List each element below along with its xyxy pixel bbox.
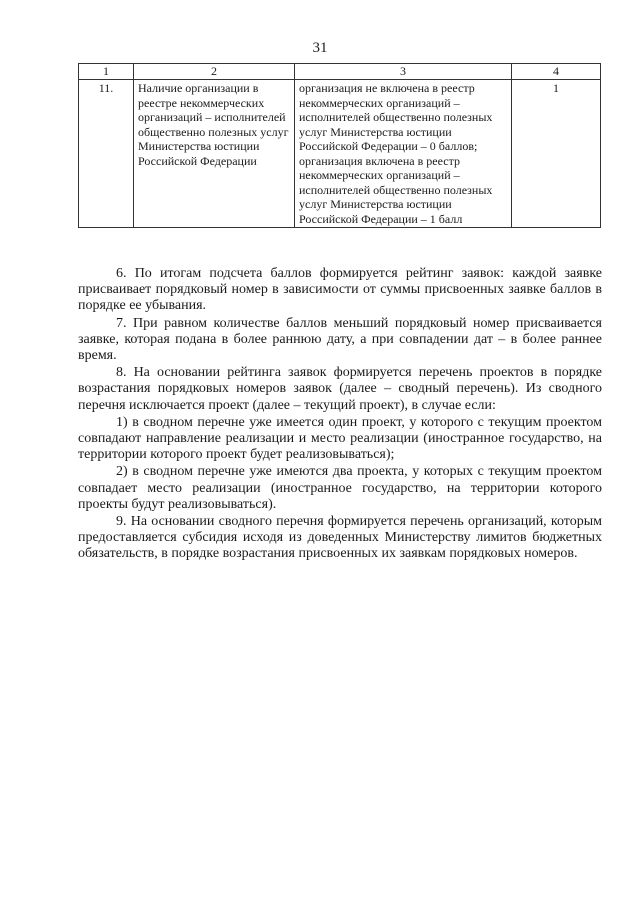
table-header-row <box>79 64 601 80</box>
page-number: 31 <box>312 40 328 56</box>
paragraph: 6. По итогам подсчета баллов формируется рейтинг заявок: каждой заявке присваивает порядковый номер в зависимости от суммы присвоенных заявке баллов в порядке ее убывания. <box>78 266 602 314</box>
paragraph: 2) в сводном перечне уже имеются два проекта, у которых с текущим проектом совпадает место реализации (иностранное государство, на территории которого проекты будут реализовываться). <box>78 464 602 512</box>
paragraph: 8. На основании рейтинга заявок формируется перечень проектов в порядке возрастания порядковых номеров заявок (далее – сводный перечень). Из сводного перечня исключается проект (далее – текущий проект), в случае если: <box>78 365 602 413</box>
column-header: 1 <box>79 64 134 80</box>
column-header: 4 <box>512 64 601 80</box>
scoring-option: организация не включена в реестр некоммерческих организаций – исполнителей общественно полезных услуг Министерства юстиции Российской Федерации – 0 баллов; <box>299 81 493 153</box>
criteria-table <box>78 63 601 228</box>
paragraph: 7. При равном количестве баллов меньший порядковый номер присваивается заявке, которая подана в более раннюю дату, а при совпадении дат – в более раннее время. <box>78 315 602 364</box>
table-row <box>79 80 601 228</box>
max-score: 1 <box>512 80 601 228</box>
paragraph: 1) в сводном перечне уже имеется один проект, у которого с текущим проектом совпадают направление реализации и место реализации (иностранное государство, на территории которого проект будет реализовываться); <box>78 414 602 463</box>
document-body <box>78 266 602 564</box>
scoring-cell <box>295 80 512 228</box>
row-number: 11. <box>79 80 134 228</box>
column-header: 2 <box>134 64 295 80</box>
scoring-option: организация включена в реестр некоммерческих организаций – исполнителей общественно полезных услуг Министерства юстиции Российской Федерации – 1 балл <box>299 153 493 226</box>
criterion-text: Наличие организации в реестре некоммерческих организаций – исполнителей общественно полезных услуг Министерства юстиции Российской Федерации <box>134 80 295 228</box>
paragraph: 9. На основании сводного перечня формируется перечень организаций, которым предоставляется субсидия исходя из доведенных Министерству лимитов бюджетных обязательств, в порядке возрастания присвоенных их заявкам порядковых номеров. <box>78 514 602 562</box>
column-header: 3 <box>295 64 512 80</box>
